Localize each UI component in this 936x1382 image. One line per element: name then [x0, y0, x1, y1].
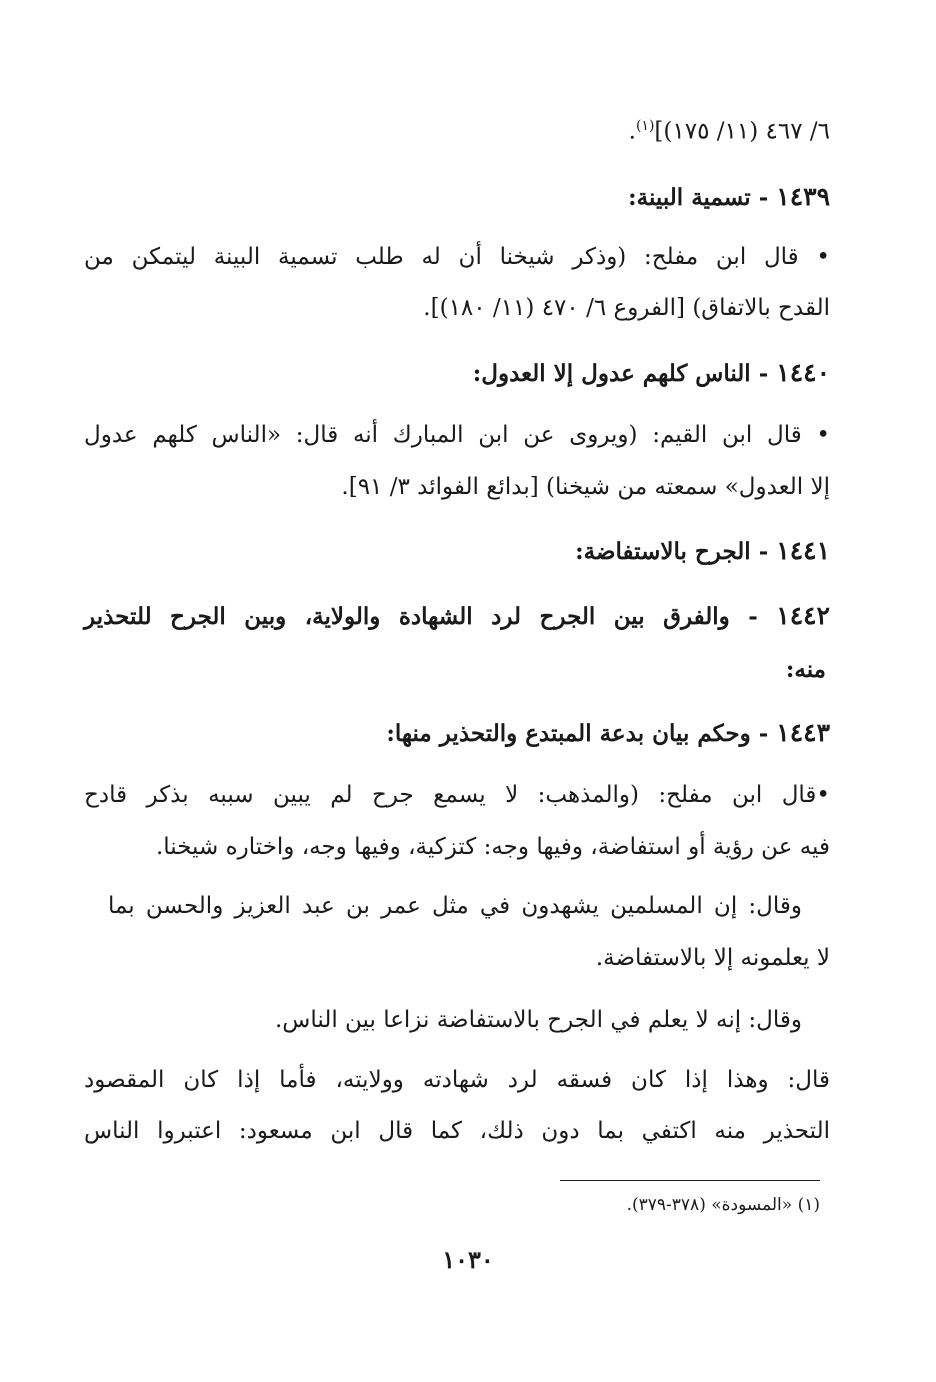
section-separator: -	[748, 603, 758, 630]
section-title: وحكم بيان بدعة المبتدع والتحذير منها:	[386, 720, 751, 747]
paragraph-line: •قال ابن مفلح: (والمذهب: لا يسمع جرح لم يبين سببه بذكر قادح	[84, 782, 830, 808]
citation-text: ٦/ ٤٦٧ (١١/ ١٧٥)]	[654, 118, 830, 145]
heading-1442	[84, 601, 830, 631]
section-title: تسمية البينة:	[628, 184, 751, 211]
footnote-marker: (١)	[635, 118, 655, 134]
paragraph-line: وقال: إنه لا يعلم في الجرح بالاستفاضة نزاعا بين الناس.	[274, 1007, 802, 1033]
continuation-line	[629, 118, 830, 146]
section-number: ١٤٤٢	[776, 601, 830, 630]
footnote-divider	[560, 1180, 820, 1181]
heading-1441	[575, 536, 830, 566]
heading-1440	[473, 358, 830, 388]
heading-1439	[628, 182, 830, 212]
paragraph-line: قال: وهذا إذا كان فسقه لرد شهادته وولايته، فأما إذا كان المقصود	[84, 1067, 830, 1093]
section-separator: -	[758, 184, 769, 211]
section-title: الناس كلهم عدول إلا العدول:	[472, 360, 751, 387]
heading-1442-continuation: منه:	[785, 656, 826, 683]
section-number: ١٤٤١	[776, 536, 830, 565]
paragraph-line: التحذير منه اكتفي بما دون ذلك، كما قال ابن مسعود: اعتبروا الناس	[84, 1118, 830, 1144]
paragraph-line: • قال ابن القيم: (ويروى عن ابن المبارك أنه قال: «الناس كلهم عدول	[84, 422, 830, 448]
section-title: والفرق بين الجرح لرد الشهادة والولاية، وبين الجرح للتحذير	[84, 603, 730, 630]
paragraph-line: القدح بالاتفاق) [الفروع ٦/ ٤٧٠ (١١/ ١٨٠)].	[423, 295, 830, 321]
section-separator: -	[758, 720, 769, 747]
paragraph-line: فيه عن رؤية أو استفاضة، وفيها وجه: كتزكية، وفيها وجه، واختاره شيخنا.	[155, 834, 830, 860]
section-number: ١٤٤٣	[776, 718, 830, 747]
section-number: ١٤٤٠	[776, 358, 830, 387]
paragraph-line: لا يعلمونه إلا بالاستفاضة.	[595, 945, 830, 971]
page-number: ١٠٣٠	[442, 1245, 494, 1274]
paragraph-line: إلا العدول» سمعته من شيخنا) [بدائع الفوائد ٣/ ٩١].	[341, 474, 830, 500]
section-separator: -	[758, 538, 769, 565]
section-number: ١٤٣٩	[776, 182, 830, 211]
footnote: (١) «المسودة» (٣٧٨-٣٧٩).	[626, 1195, 820, 1215]
section-title: الجرح بالاستفاضة:	[575, 538, 751, 565]
line-end: .	[628, 118, 636, 145]
section-separator: -	[758, 360, 769, 387]
heading-1443	[386, 718, 830, 748]
paragraph-line: • قال ابن مفلح: (وذكر شيخنا أن له طلب تسمية البينة ليتمكن من	[84, 244, 830, 270]
paragraph-line: وقال: إن المسلمين يشهدون في مثل عمر بن عبد العزيز والحسن بما	[108, 893, 802, 919]
